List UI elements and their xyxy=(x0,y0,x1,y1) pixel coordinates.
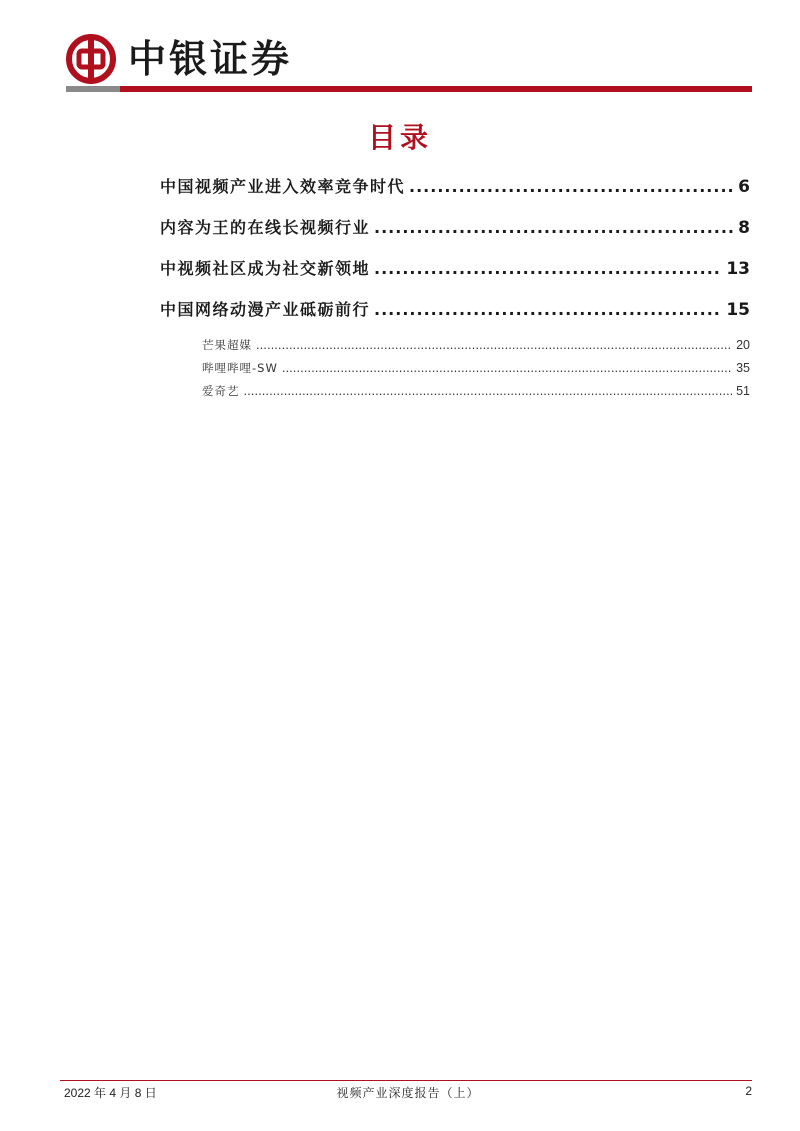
toc-entry[interactable] xyxy=(160,172,750,213)
toc-entry-title: 芒果超媒 xyxy=(202,338,252,352)
footer-rule xyxy=(60,1080,752,1081)
page-header xyxy=(66,30,756,90)
toc-subentry[interactable] xyxy=(202,335,750,358)
toc-dot-leader xyxy=(244,381,733,401)
toc-entry-page: 20 xyxy=(736,338,750,352)
toc-entry-page: 8 xyxy=(738,218,750,238)
footer-report-title: 视频产业深度报告（上） xyxy=(336,1086,480,1100)
toc-entry-title: 哔哩哔哩-SW xyxy=(202,361,278,375)
toc-subentry[interactable] xyxy=(202,381,750,404)
toc-dot-leader xyxy=(409,172,734,202)
toc-entry-page: 35 xyxy=(736,361,750,375)
toc-entry[interactable] xyxy=(160,254,750,295)
toc-entry-title: 内容为王的在线长视频行业 xyxy=(160,218,371,237)
footer-date: 2022 年 4 月 8 日 xyxy=(64,1086,157,1100)
header-rule-gray xyxy=(66,86,120,92)
header-rule-red xyxy=(120,86,752,92)
toc-title: 目录 xyxy=(367,121,432,154)
toc-entry-page: 6 xyxy=(738,177,750,197)
toc-entry-title: 中国视频产业进入效率竞争时代 xyxy=(160,177,406,196)
toc-entry-title: 中国网络动漫产业砥砺前行 xyxy=(160,300,371,319)
toc-dot-leader xyxy=(256,335,732,355)
toc-entry-title: 中视频社区成为社交新领地 xyxy=(160,259,371,278)
toc-dot-leader xyxy=(374,254,722,284)
toc-entry[interactable] xyxy=(160,213,750,254)
brand-name: 中银证券 xyxy=(128,36,293,81)
toc-entry-page: 51 xyxy=(736,384,750,398)
toc-subentry[interactable] xyxy=(202,358,750,381)
table-of-contents xyxy=(160,172,750,404)
footer-page-number: 2 xyxy=(745,1084,752,1098)
toc-entry-page: 15 xyxy=(726,300,750,320)
toc-dot-leader xyxy=(374,295,722,325)
bank-of-china-logo-icon xyxy=(66,34,116,84)
toc-dot-leader xyxy=(282,358,732,378)
toc-entry-page: 13 xyxy=(726,259,750,279)
toc-dot-leader xyxy=(374,213,734,243)
toc-entry-title: 爱奇艺 xyxy=(202,384,240,398)
toc-entry[interactable] xyxy=(160,295,750,336)
